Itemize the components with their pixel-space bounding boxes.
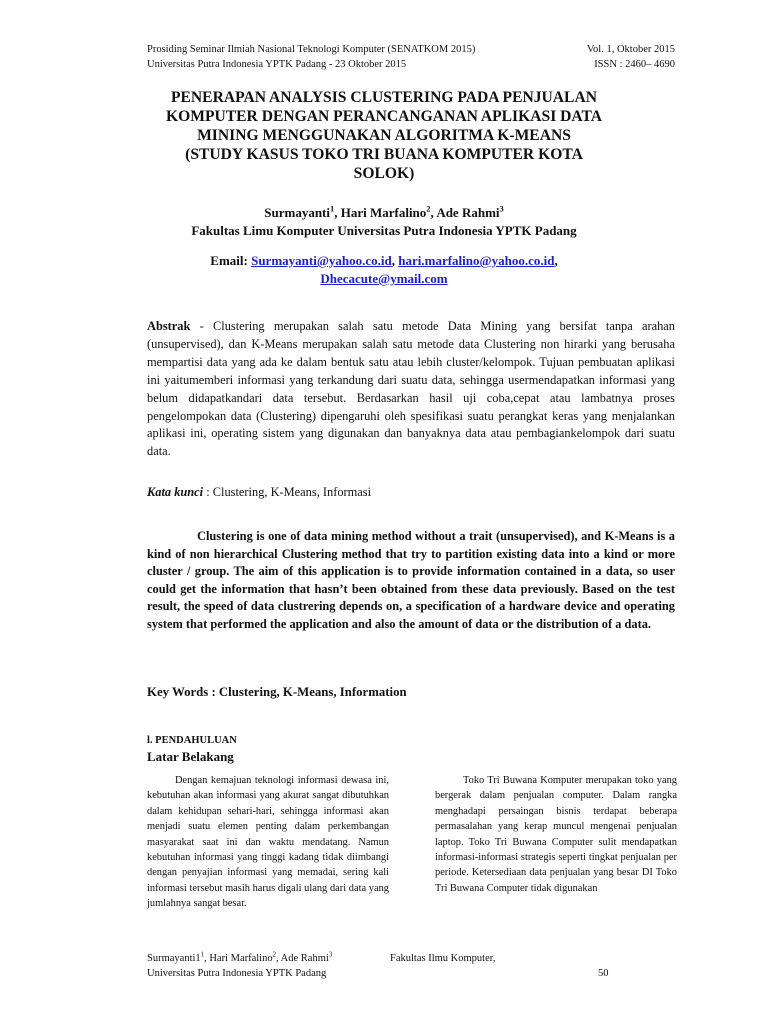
author-name: Hari Marfalino — [340, 205, 427, 220]
body-column-left: Dengan kemajuan teknologi informasi dewasa ini, kebutuhan akan informasi yang akurat sangat dibutuhkan dalam kehidupan sehari-hari, sehingga informasi akan menjadi suatu elemen penting dalam perkembangan masyarakat saat ini dan waktu mendatang. Namun kebutuhan informasi yang tinggi kadang tidak diimbangi dengan penyajian informasi yang memadai, sering kali informasi tersebut masih harus digali ulang dari data yang jumlahnya sangat besar. — [147, 775, 389, 910]
footer-author-text: Surmayanti1 — [147, 953, 201, 964]
email-label: Email: — [210, 253, 248, 268]
abstract-label: Abstrak — [147, 319, 191, 333]
section-heading: l. PENDAHULUAN — [147, 735, 237, 746]
keywords-label: Kata kunci — [147, 485, 204, 499]
author-sup: 2 — [426, 203, 431, 214]
running-header-left — [147, 42, 475, 72]
page-number: 50 — [598, 968, 609, 979]
conference-name: Prosiding Seminar Ilmiah Nasional Teknologi Komputer (SENATKOM 2015) — [147, 44, 476, 55]
keywords-id — [147, 485, 371, 500]
subsection-heading: Latar Belakang — [147, 749, 234, 764]
title-line: SOLOK) — [353, 165, 415, 182]
email-link[interactable]: hari.marfalino@yahoo.co.id — [398, 253, 555, 268]
author-sup: 3 — [499, 203, 504, 214]
footer-faculty: Fakultas Ilmu Komputer, — [390, 953, 496, 964]
footer-authors — [147, 951, 332, 966]
title-line: (STUDY KASUS TOKO TRI BUANA KOMPUTER KOTA — [185, 146, 583, 163]
footer-sup: 1 — [200, 951, 205, 959]
affiliation: Fakultas Limu Komputer Universitas Putra Indonesia YPTK Padang — [191, 223, 577, 238]
abstract — [147, 318, 675, 461]
volume-info: Vol. 1, Oktober 2015 — [586, 44, 675, 55]
keywords-en: Key Words : Clustering, K-Means, Information — [147, 685, 407, 699]
title-line: KOMPUTER DENGAN PERANCANGANAN APLIKASI DATA — [165, 108, 603, 125]
body-column-right: Toko Tri Buwana Komputer merupakan toko yang bergerak dalam penjualan computer. Dalam rangka menghadapi persaingan bisnis terdapat beberapa permasalahan yang kerap muncul mengenai penjualan laptop. Toko Tri Buwana Computer sulit mendapatkan informasi-informasi strategis seperti tingkat penjualan per periode. Ketersediaan data penjualan yang besar DI Toko Tri Buwana Computer tidak digunakan — [435, 775, 677, 894]
author-name: Surmayanti — [264, 205, 330, 220]
running-header-right — [587, 42, 675, 72]
email-link[interactable]: Surmayanti@yahoo.co.id — [251, 253, 392, 268]
author-name: Ade Rahmi — [436, 205, 500, 220]
title-line: MINING MENGGUNAKAN ALGORITMA K-MEANS — [197, 127, 571, 144]
issn: ISSN : 2460– 4690 — [594, 59, 675, 70]
paper-title — [130, 88, 638, 183]
footer-author-text: , Ade Rahmi — [276, 953, 329, 964]
author-block — [0, 204, 768, 240]
abstract-text: - Clustering merupakan salah satu metode Data Mining yang bersifat tanpa arahan (unsupervised), dan K-Means merupakan salah satu metode data Clustering non hirarki yang berusaha mempartisi data yang ada ke dalam bentuk satu atau lebih cluster/kelompok. Tujuan pembuatan aplikasi ini yaitumemberi informasi yang terkandung dari suatu data, sehingga usermendapatkan informasi yang belum didapatkandari data tersebut. Berdasarkan hasil uji coba,cepat atau lambatnya proses pengelompokan data (Clustering) dipengaruhi oleh spesifikasi suatu perangkat keras yang menjalankan aplikasi ini, operating sistem yang digunakan dan banyaknya data atau pembagiankelompok dari suatu data. — [147, 319, 675, 459]
footer-university: Universitas Putra Indonesia YPTK Padang — [147, 968, 327, 979]
footer-sup: 2 — [272, 951, 277, 959]
conference-venue: Universitas Putra Indonesia YPTK Padang - 23 Oktober 2015 — [147, 59, 407, 70]
english-abstract: Clustering is one of data mining method without a trait (unsupervised), and K-Means is a kind of non hierarchical Clustering method that try to partition existing data into a kind or more cluster / group. The aim of this application is to provide information contained in a data, so user could get the information that hasn’t been obtained from these data previously. Based on the test result, the speed of data clustrering depends on, a specification of a hardware device and operating system that performed the application and also the amount of data or the distribution of a data. — [147, 529, 675, 631]
footer-left — [147, 951, 332, 981]
author-list: Surmayanti$^1$, Hari Marfalino$^2$, Ade Rahmi$^3$ — [264, 203, 504, 220]
author-sup: 1 — [330, 203, 335, 214]
footer-author-text: , Hari Marfalino — [204, 953, 273, 964]
footer-sup: 3 — [328, 951, 333, 959]
keywords-text: : Clustering, K-Means, Informasi — [203, 485, 372, 499]
email-link[interactable]: Dhecacute@ymail.com — [320, 271, 448, 286]
title-line: PENERAPAN ANALYSIS CLUSTERING PADA PENJUALAN — [170, 89, 597, 106]
email-block: Email: Surmayanti@yahoo.co.id, hari.marfalino@yahoo.co.id, Dhecacute@ymail.com — [210, 253, 558, 286]
